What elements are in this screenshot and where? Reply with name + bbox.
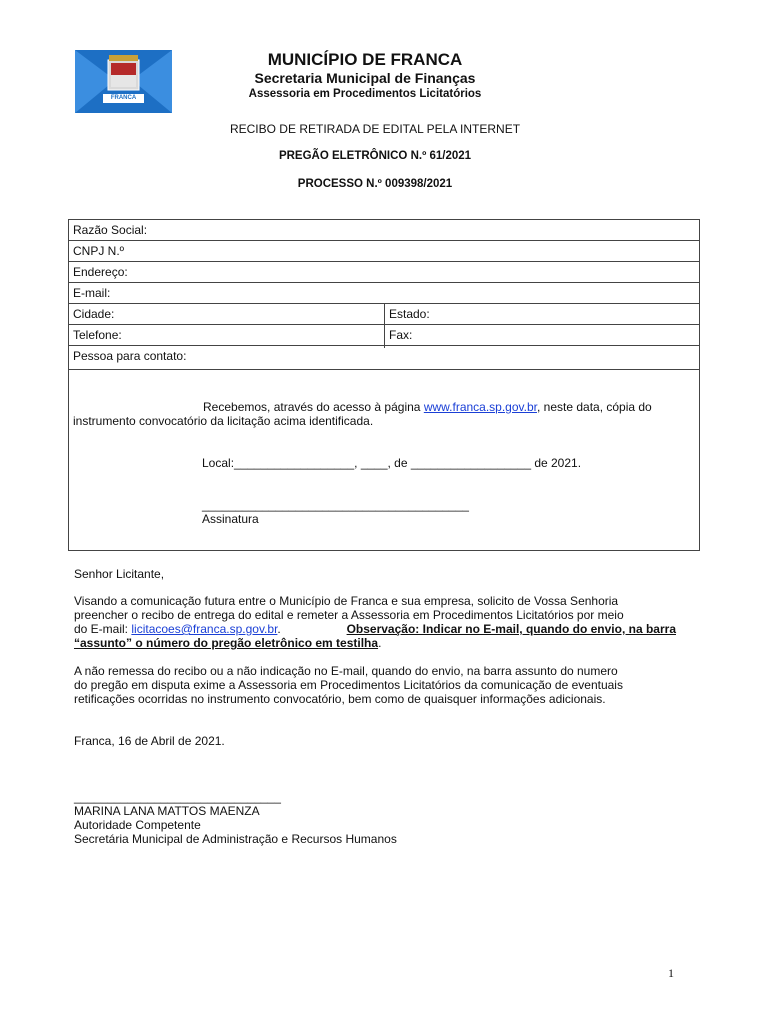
label-estado: Estado: (389, 307, 430, 321)
signature-line: ________________________________________ (202, 498, 469, 512)
p2-line1: A não remessa do recibo ou a não indicação no E-mail, quando do envio, na barra assunto do numero (74, 664, 618, 678)
field-razao-social[interactable] (69, 220, 699, 241)
secretariat-title: Secretaria Municipal de Finanças (254, 70, 476, 86)
authority-signature-line: _______________________________ (74, 790, 281, 804)
p1-line2: preencher o recibo de entrega do edital e remeter a Assessoria em Procedimentos Licitatórios por meio (74, 608, 624, 622)
label-email: E-mail: (73, 286, 111, 300)
authority-office: Secretária Municipal de Administração e Recursos Humanos (74, 832, 397, 846)
label-contato: Pessoa para contato: (73, 349, 187, 363)
page-number: 1 (668, 966, 674, 980)
authority-role: Autoridade Competente (74, 818, 201, 832)
label-razao-social: Razão Social: (73, 223, 148, 237)
paragraph-instructions (74, 594, 676, 650)
receipt-statement (73, 400, 695, 414)
field-endereco[interactable] (69, 262, 699, 283)
signature-label: Assinatura (202, 512, 259, 526)
label-endereco: Endereço: (73, 265, 128, 279)
coat-of-arms-icon (75, 50, 172, 113)
label-telefone: Telefone: (73, 328, 122, 342)
observation-end: . (378, 636, 382, 650)
email-prefix: do E-mail: (74, 622, 129, 636)
processo-number: PROCESSO N.º 009398/2021 (297, 178, 453, 190)
paragraph-notice (74, 664, 676, 706)
p2-line3: retificações ocorridas no instrumento convocatório, bem como de quaisquer informações adicionais. (74, 692, 606, 706)
field-telefone-fax[interactable] (69, 325, 699, 346)
p1-line4 (74, 636, 676, 650)
document-title: RECIBO DE RETIRADA DE EDITAL PELA INTERNET (229, 122, 521, 136)
label-cidade: Cidade: (73, 307, 115, 321)
field-cidade-estado[interactable] (69, 304, 699, 325)
label-fax: Fax: (389, 328, 413, 342)
licitacoes-email-link[interactable]: licitacoes@franca.sp.gov.br (131, 622, 278, 636)
p1-line3 (74, 622, 676, 636)
authority-name: MARINA LANA MATTOS MAENZA (74, 804, 260, 818)
field-cnpj[interactable] (69, 241, 699, 262)
municipality-title: MUNICÍPIO DE FRANCA (267, 50, 463, 69)
local-date-line: Local:__________________, ____, de __________________ de 2021. (202, 456, 582, 470)
greeting: Senhor Licitante, (74, 567, 165, 581)
receipt-form (68, 219, 700, 551)
department-title: Assessoria em Procedimentos Licitatórios (248, 88, 482, 100)
p1-line1: Visando a comunicação futura entre o Município de Franca e sua empresa, solicito de Vossa Senhoria (74, 594, 619, 608)
municipality-logo (75, 50, 172, 113)
franca-website-link[interactable]: www.franca.sp.gov.br (423, 400, 537, 414)
receipt-text-start: Recebemos, através do acesso à página (203, 400, 421, 414)
pregao-number: PREGÃO ELETRÔNICO N.º 61/2021 (278, 150, 472, 162)
observation-text: Observação: Indicar no E-mail, quando do envio, na barra (346, 622, 676, 636)
document-date: Franca, 16 de Abril de 2021. (74, 734, 225, 748)
field-contato[interactable] (69, 346, 699, 370)
p2-line2: do pregão em disputa exime a Assessoria em Procedimentos Licitatórios da comunicação de eventuais (74, 678, 623, 692)
p1-line3-left (74, 622, 281, 636)
field-email[interactable] (69, 283, 699, 304)
email-suffix: . (277, 622, 281, 636)
label-cnpj: CNPJ N.º (73, 244, 125, 258)
receipt-text-end: , neste data, cópia do (536, 400, 652, 414)
observation-subject: “assunto” o número do pregão eletrônico em testilha (74, 636, 379, 650)
receipt-statement-line2: instrumento convocatório da licitação acima identificada. (73, 414, 374, 428)
logo-text: FRANCA (110, 95, 137, 101)
